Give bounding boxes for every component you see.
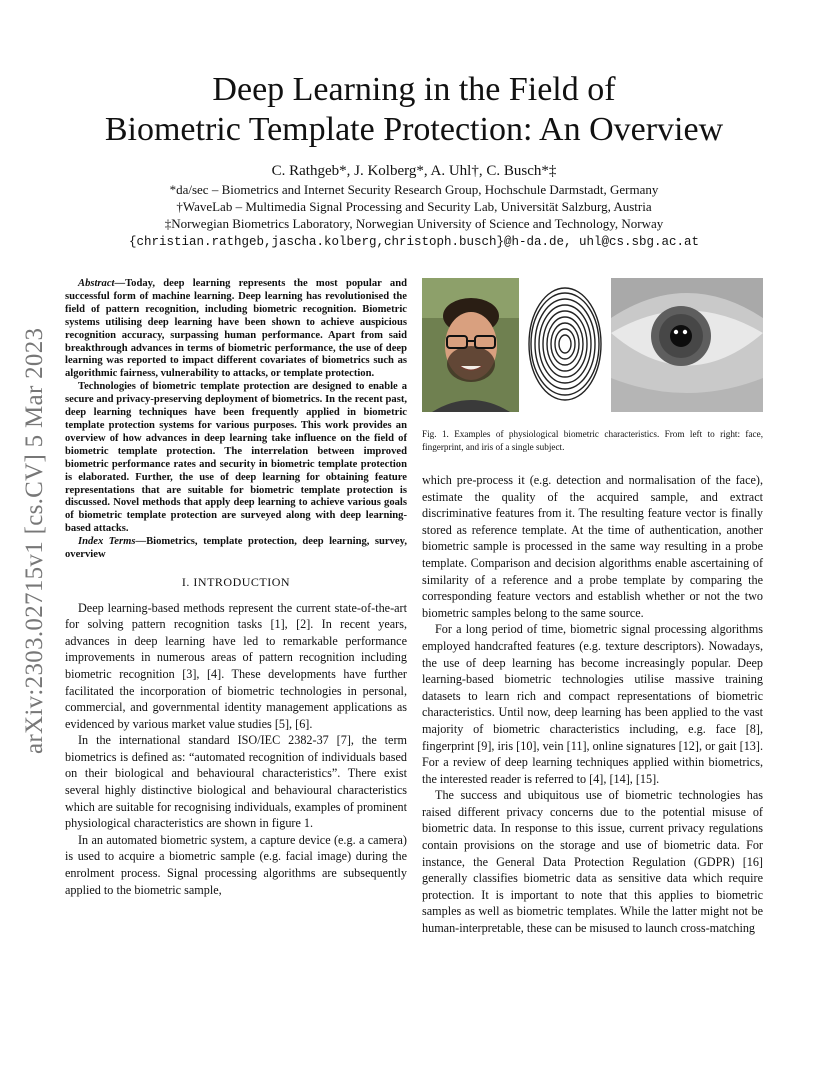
fingerprint-image (527, 278, 603, 412)
index-terms (65, 536, 407, 562)
figure-caption: Fig. 1. Examples of physiological biometric characteristics. From left to right: face, fingerprint, and iris of a single subject. (422, 429, 763, 452)
iris-image (611, 278, 763, 412)
figure-1 (422, 278, 763, 453)
abstract-label: Abstract (78, 278, 115, 289)
left-column (65, 278, 407, 898)
affiliation-ntnu: ‡Norwegian Biometrics Laboratory, Norwegian University of Science and Technology, Norway (164, 216, 664, 231)
affiliation-salzburg: †WaveLab – Multimedia Signal Processing and Security Lab, Universität Salzburg, Austria (176, 199, 652, 214)
right-paragraph-2: For a long period of time, biometric signal processing algorithms employed handcrafted features (e.g. texture descriptors). Nowadays, the use of deep learning has become increasingly popular. Deep learning-based biometric technologies utilise massive training datasets to learn rich and compact representations of biometric characteristics. Until now, deep learning has been applied to the vast majority of biometric characteristics including, e.g. face [8], fingerprint [9], iris [10], vein [11], online signatures [12], or gait [13]. For a review of deep learning techniques applied within biometrics, the interested reader is referred to [4], [14], [15]. (422, 622, 763, 786)
arxiv-identifier-stamp: arXiv:2303.02715v1 [cs.CV] 5 Mar 2023 (21, 327, 48, 754)
section-heading-introduction: I. INTRODUCTION (181, 574, 291, 589)
face-image (422, 278, 519, 412)
figure-images (422, 278, 763, 412)
email-addresses: {christian.rathgeb,jascha.kolberg,christoph.busch}@h-da.de, uhl@cs.sbg.ac.at (128, 235, 700, 249)
right-paragraph-3: The success and ubiquitous use of biometric technologies has raised different privacy concerns due to the potential misuse of biometric data. In response to this issue, current privacy regulations contain provisions on the storage and use of biometric data. For instance, the General Data Protection Regulation (GDPR) [16] generally classifies biometric data as sensitive data which require protection. It is important to note that this applies to biometric samples as well as biometric templates. While the latter might not be human-interpretable, these can be misused to launch cross-matching (422, 788, 763, 936)
intro-paragraph-1: Deep learning-based methods represent the current state-of-the-art for solving pattern recognition tasks [1], [2]. In recent years, advances in deep learning have led to remarkable performance improvements in numerous areas of pattern recognition including biometric recognition [3], [4]. These developments have further facilitated the incorporation of biometric technologies in personal, commercial, and governmental identity management applications as evidenced by various market value studies [5], [6]. (65, 600, 407, 731)
paper-title-line-2: Biometric Template Protection: An Overview (104, 111, 724, 148)
abstract-paragraph-1 (65, 278, 407, 381)
abstract-paragraph-2: Technologies of biometric template protection are designed to enable a secure and privacy-preserving deployment of biometrics. In the recent past, deep learning techniques have been frequently applied in biometric template protection systems for various purposes. This work provides an overview of how advances in deep learning take influence on the field of biometric template protection. The interrelation between improved biometric performance rates and security in biometric template protection is elaborated. Further, the use of deep learning for obtaining feature representations that are suitable for biometric template protection is discussed. Novel methods that apply deep learning to achieve various goals of biometric template protection are surveyed along with deep learning-based attacks. (65, 381, 407, 535)
intro-paragraph-3: In an automated biometric system, a capture device (e.g. a camera) is used to acquire a biometric sample (e.g. facial image) during the enrolment process. Signal processing algorithms are subsequently applied to the biometric sample, (65, 832, 407, 897)
paper-title-line-1: Deep Learning in the Field of (212, 71, 616, 108)
author-emails (0, 232, 828, 251)
index-terms-label: Index Terms (78, 536, 136, 548)
right-column (422, 472, 763, 937)
paper-title (0, 70, 828, 150)
author-list: C. Rathgeb*, J. Kolberg*, A. Uhl†, C. Busch*‡ (271, 163, 557, 179)
abstract-text-1: —Today, deep learning represents the most popular and successful form of machine learning. Deep learning has revolutionised the field of pattern recognition, including biometric recognition. Biometric systems utilising deep learning have been shown to achieve auspicious recognition accuracy, surpassing human performance. Apart from said breakthrough advances in terms of biometric performance, the use of deep learning was reported to impact different covariates of biometrics such as algorithmic fairness, vulnerability to attacks, or template protection. (65, 278, 407, 380)
right-paragraph-1: which pre-process it (e.g. detection and normalisation of the face), estimate the quality of the acquired sample, and extract discriminative features from it. The resulting feature vector is finally stored as reference template. At the time of authentication, another biometric sample is processed in the same way resulting in a probe template. Comparison and decision algorithms enable ascertaining of similarity of a reference and a probe template by comparing the corresponding feature vectors and establish whether or not the two biometric samples belong to the same source. (422, 473, 763, 620)
affiliation-hda: *da/sec – Biometrics and Internet Security Research Group, Hochschule Darmstadt, Germany (169, 182, 659, 197)
abstract (65, 278, 407, 562)
intro-paragraph-2: In the international standard ISO/IEC 2382-37 [7], the term biometrics is defined as: “automated recognition of individuals based on their biological and behavioural characteristics”. There exist several highly distinctive biological and behavioural characteristics which are suitable for recognising individuals, examples of prominent physiological characteristics are shown in figure 1. (65, 733, 407, 831)
index-terms-text: —Biometrics, template protection, deep learning, survey, overview (65, 536, 407, 561)
